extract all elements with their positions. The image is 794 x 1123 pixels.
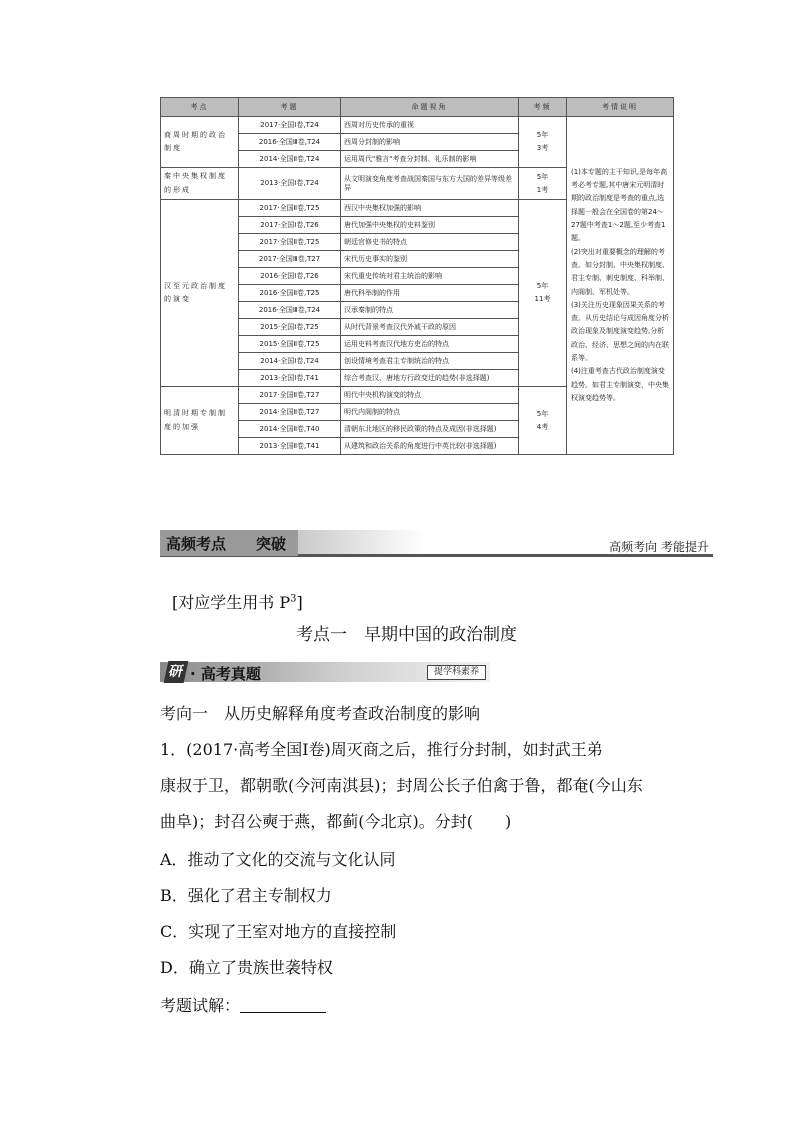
- question-line-1: 1．(2017·高考全国Ⅰ卷)周灭商之后，推行分封制，如封武王弟: [160, 740, 603, 759]
- cell-note: (1)本专题的主干知识,是每年高考必考专题,其中唐宋元明清时期的政治制度是考查的重点,选择题一般会在全国卷的第24～27题中考查1～2题,至少考查1题。 (2)突出对重要概念的理解的考查。如分封制、中央集权制度、君主专制、刺史制度、科举制、内阁制、军机处等。 (3)关注历史现象因果关系的考查。从历史结论与成因角度分析政治现象及制度演变趋势,分析政治、经济、思想之间的内在联系等。 (4)注重考查古代政治制度演变趋势。如君主专制演变、中央集权演变趋势等。: [567, 117, 674, 455]
- cell-angle: 明代内阁制的特点: [341, 404, 519, 421]
- cell-topic: 汉至元政治制度的演变: [161, 200, 239, 387]
- cell-angle: 西汉中央集权加强的影响: [341, 200, 519, 217]
- banner-title-a: 高频考点: [166, 535, 227, 553]
- section-banner: [160, 660, 490, 684]
- cell-angle: 创设情境考查君主专制统治的特点: [341, 353, 519, 370]
- question-line-3: 曲阜)；封召公奭于燕，都蓟(今北京)。分封( ): [160, 812, 512, 831]
- cell-topic: 明清时期专制制度的加强: [161, 387, 239, 455]
- table-header-row: [161, 98, 674, 117]
- kaodian-title: 考点一 早期中国的政治制度: [296, 625, 517, 645]
- header-topic: 考点: [161, 98, 239, 117]
- cell-exam: 2013·全国Ⅱ卷,T41: [239, 438, 341, 455]
- direction-heading: 考向一 从历史解释角度考查政治制度的影响: [160, 704, 481, 723]
- cell-exam: 2017·全国Ⅲ卷,T27: [239, 251, 341, 268]
- cell-exam: 2015·全国Ⅰ卷,T25: [239, 319, 341, 336]
- section-tag: 提学科素养: [427, 665, 486, 680]
- cell-exam: 2016·全国Ⅲ卷,T24: [239, 134, 341, 151]
- cell-angle: 唐代科举制的作用: [341, 285, 519, 302]
- cell-angle: 宋代历史事实的鉴别: [341, 251, 519, 268]
- cell-exam: 2014·全国Ⅱ卷,T27: [239, 404, 341, 421]
- yan-icon: 研: [164, 661, 189, 683]
- cell-exam: 2016·全国Ⅲ卷,T24: [239, 302, 341, 319]
- banner-fade: [294, 530, 424, 554]
- banner-title-b: 突破: [256, 535, 287, 553]
- section-title: · 高考真题: [190, 665, 261, 683]
- cell-exam: 2015·全国Ⅱ卷,T25: [239, 336, 341, 353]
- answer-blank[interactable]: [240, 998, 326, 1013]
- option-b: B．强化了君主专制权力: [160, 886, 332, 905]
- cell-angle: 从时代背景考查汉代外戚干政的原因: [341, 319, 519, 336]
- header-note: 考情说明: [567, 98, 674, 117]
- cell-angle: 唐代加强中央集权的史料鉴别: [341, 217, 519, 234]
- banner-subtitle: 高频考向 考能提升: [609, 540, 709, 554]
- option-a: A．推动了文化的交流与文化认同: [160, 850, 396, 869]
- cell-angle: 朝廷官修史书的特点: [341, 234, 519, 251]
- cell-freq: 5年 1考: [519, 168, 567, 200]
- cell-angle: 综合考查汉、唐地方行政变迁的趋势(非选择题): [341, 370, 519, 387]
- cell-angle: 清朝东北地区的移民政策的特点及成因(非选择题): [341, 421, 519, 438]
- textbook-reference: [172, 590, 303, 613]
- cell-exam: 2014·全国Ⅱ卷,T40: [239, 421, 341, 438]
- cell-exam: 2017·全国Ⅱ卷,T25: [239, 234, 341, 251]
- table-body: [161, 117, 674, 455]
- cell-exam: 2014·全国Ⅰ卷,T24: [239, 353, 341, 370]
- cell-angle: 从文明演变角度考查战国秦国与东方大国的差异等级差异: [341, 168, 519, 200]
- header-angle: 命题视角: [341, 98, 519, 117]
- cell-exam: 2017·全国Ⅱ卷,T25: [239, 200, 341, 217]
- ref-page: 3: [290, 593, 297, 605]
- banner-title-block: [160, 530, 298, 556]
- ref-text: [对应学生用书 P: [172, 593, 291, 612]
- exam-overview-table: [160, 97, 674, 455]
- cell-freq: 5年 11考: [519, 200, 567, 387]
- cell-angle: 运用史料考查汉代地方吏治的特点: [341, 336, 519, 353]
- cell-angle: 运用周代"雅言"考查分封制、礼乐制的影响: [341, 151, 519, 168]
- cell-topic: 秦中央集权制度的形成: [161, 168, 239, 200]
- header-freq: 考频: [519, 98, 567, 117]
- high-frequency-banner: [160, 524, 713, 558]
- cell-angle: 汉承秦制的特点: [341, 302, 519, 319]
- option-c: C．实现了王室对地方的直接控制: [160, 922, 397, 941]
- answer-line: [160, 993, 326, 1016]
- cell-angle: 明代中央机构演变的特点: [341, 387, 519, 404]
- question-line-2: 康叔于卫，都朝歌(今河南淇县)；封周公长子伯禽于鲁，都奄(今山东: [160, 776, 643, 795]
- cell-exam: 2016·全国Ⅰ卷,T26: [239, 268, 341, 285]
- cell-exam: 2013·全国Ⅰ卷,T24: [239, 168, 341, 200]
- cell-angle: 从建筑和政治关系的角度进行中英比较(非选择题): [341, 438, 519, 455]
- cell-angle: 宋代重史传统对君主统治的影响: [341, 268, 519, 285]
- table-row: [161, 117, 674, 134]
- option-d: D．确立了贵族世袭特权: [160, 958, 333, 977]
- cell-exam: 2013·全国Ⅰ卷,T41: [239, 370, 341, 387]
- cell-angle: 西周分封制的影响: [341, 134, 519, 151]
- cell-exam: 2016·全国Ⅱ卷,T25: [239, 285, 341, 302]
- cell-exam: 2014·全国Ⅱ卷,T24: [239, 151, 341, 168]
- ref-close: ]: [296, 593, 303, 612]
- header-exam: 考题: [239, 98, 341, 117]
- cell-topic: 商周时期的政治制度: [161, 117, 239, 168]
- answer-label: 考题试解：: [160, 996, 241, 1015]
- cell-angle: 西周对历史传承的重视: [341, 117, 519, 134]
- cell-freq: 5年 3考: [519, 117, 567, 168]
- cell-exam: 2017·全国Ⅰ卷,T26: [239, 217, 341, 234]
- cell-exam: 2017·全国Ⅰ卷,T24: [239, 117, 341, 134]
- cell-freq: 5年 4考: [519, 387, 567, 455]
- cell-exam: 2017·全国Ⅱ卷,T27: [239, 387, 341, 404]
